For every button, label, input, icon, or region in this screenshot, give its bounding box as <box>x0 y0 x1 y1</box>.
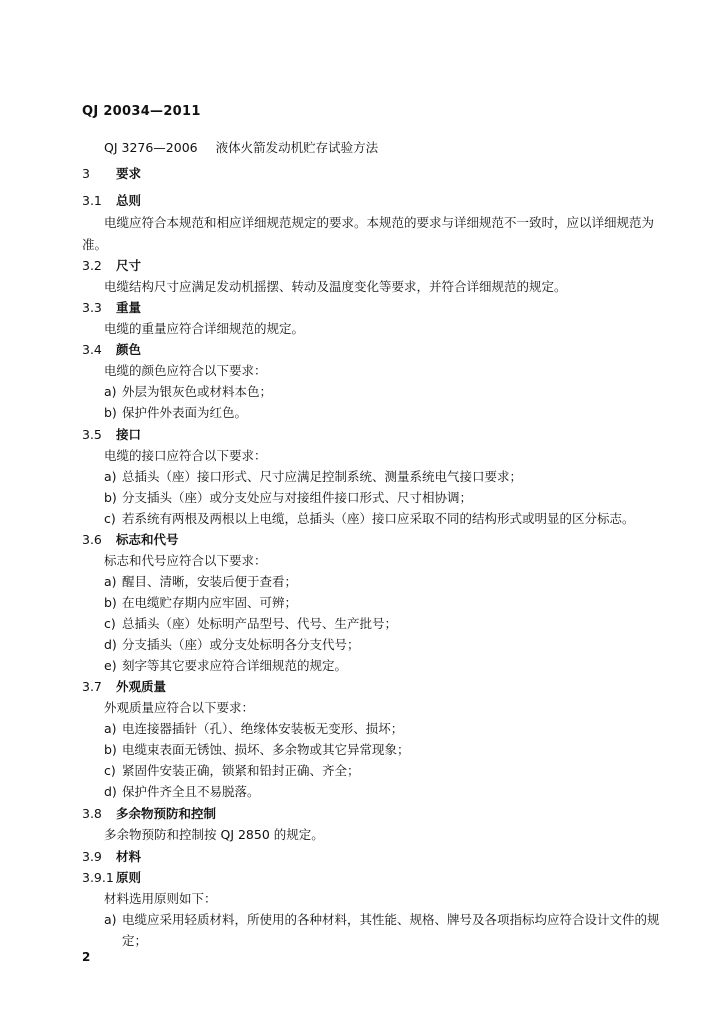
list-item-text: 分支插头（座）或分支处标明各分支代号； <box>122 637 360 652</box>
list-item <box>104 719 403 737</box>
list-item <box>104 488 472 506</box>
list-marker: b) <box>104 595 117 610</box>
section-title: 材料 <box>116 849 142 864</box>
list-item-text: 总插头（座）处标明产品型号、代号、生产批号； <box>122 616 398 631</box>
section-3-5-intro: 电缆的接口应符合以下要求： <box>104 448 267 463</box>
list-item-text: 电连接器插针（孔）、绝缘体安装板无变形、损坏； <box>122 721 404 736</box>
section-3-6-heading <box>82 530 179 548</box>
section-title: 总则 <box>116 193 142 208</box>
section-number: 3 <box>82 166 90 181</box>
list-item <box>104 614 397 632</box>
list-item <box>104 382 272 400</box>
section-title: 重量 <box>116 300 142 315</box>
list-marker: c) <box>104 511 116 526</box>
list-marker: c) <box>104 763 116 778</box>
list-item <box>104 467 522 485</box>
list-item-text: 在电缆贮存期内应牢固、可辨； <box>122 595 298 610</box>
section-3-2-text: 电缆结构尺寸应满足发动机摇摆、转动及温度变化等要求，并符合详细规范的规定。 <box>104 279 567 294</box>
list-item <box>104 635 360 653</box>
section-3-5-heading <box>82 425 141 443</box>
list-item <box>104 509 635 527</box>
list-marker: e) <box>104 658 117 673</box>
section-number: 3.6 <box>82 532 102 547</box>
section-3-9-heading <box>82 847 141 865</box>
list-item-text: 电缆应采用轻质材料，所使用的各种材料，其性能、规格、牌号及各项指标均应符合设计文件的规 <box>122 912 660 927</box>
standard-code-header: QJ 20034—2011 <box>82 104 201 119</box>
section-title: 接口 <box>116 427 142 442</box>
list-item-text: 若系统有两根及两根以上电缆，总插头（座）接口应采取不同的结构形式或明显的区分标志。 <box>122 511 635 526</box>
list-item <box>104 572 297 590</box>
list-item-text: 保护件外表面为红色。 <box>122 405 248 420</box>
list-marker: a) <box>104 721 117 736</box>
list-marker: b) <box>104 490 117 505</box>
list-item <box>104 403 247 421</box>
section-title: 尺寸 <box>116 258 142 273</box>
section-3-7-heading <box>82 677 166 695</box>
section-title: 外观质量 <box>116 679 167 694</box>
section-title: 多余物预防和控制 <box>116 806 217 821</box>
section-number: 3.4 <box>82 342 102 357</box>
normative-reference <box>104 138 378 156</box>
list-item-text: 醒目、清晰，安装后便于查看； <box>122 574 298 589</box>
list-marker: d) <box>104 784 117 799</box>
section-number: 3.5 <box>82 427 102 442</box>
section-3-1-heading <box>82 191 141 209</box>
list-item-text: 刻字等其它要求应符合详细规范的规定。 <box>122 658 348 673</box>
section-number: 3.3 <box>82 300 102 315</box>
list-marker: c) <box>104 616 116 631</box>
list-item <box>104 740 410 758</box>
list-item <box>104 910 660 928</box>
section-3-8-heading <box>82 804 216 822</box>
section-3-9-1-intro: 材料选用原则如下： <box>104 891 217 906</box>
section-title: 标志和代号 <box>116 532 179 547</box>
section-number: 3.7 <box>82 679 102 694</box>
section-3-6-intro: 标志和代号应符合以下要求： <box>104 553 267 568</box>
list-marker: a) <box>104 384 117 399</box>
section-3-heading <box>82 164 141 182</box>
reference-code: QJ 3276—2006 <box>104 140 198 155</box>
section-3-4-heading <box>82 340 141 358</box>
list-marker: d) <box>104 637 117 652</box>
list-marker: a) <box>104 574 117 589</box>
list-marker: a) <box>104 912 117 927</box>
section-number: 3.1 <box>82 193 102 208</box>
list-item-text: 保护件齐全且不易脱落。 <box>122 784 260 799</box>
section-number: 3.8 <box>82 806 102 821</box>
list-marker: a) <box>104 469 117 484</box>
list-marker: b) <box>104 405 117 420</box>
section-title: 颜色 <box>116 342 142 357</box>
section-3-8-text: 多余物预防和控制按 QJ 2850 的规定。 <box>104 827 324 842</box>
section-number: 3.9 <box>82 849 102 864</box>
list-item-text: 分支插头（座）或分支处应与对接组件接口形式、尺寸相协调； <box>122 490 473 505</box>
section-3-1-text-line-2: 准。 <box>82 237 108 252</box>
section-3-2-heading <box>82 256 141 274</box>
section-number: 3.9.1 <box>82 870 114 885</box>
section-3-9-1-heading <box>82 868 141 886</box>
section-3-3-text: 电缆的重量应符合详细规范的规定。 <box>104 321 305 336</box>
list-item-text: 总插头（座）接口形式、尺寸应满足控制系统、测量系统电气接口要求； <box>122 469 523 484</box>
section-3-3-heading <box>82 298 141 316</box>
section-title: 要求 <box>116 166 142 181</box>
section-title: 原则 <box>116 870 142 885</box>
section-3-1-text-line-1: 电缆应符合本规范和相应详细规范规定的要求。本规范的要求与详细规范不一致时，应以详细规范为 <box>104 215 655 230</box>
section-number: 3.2 <box>82 258 102 273</box>
list-marker: b) <box>104 742 117 757</box>
page-number: 2 <box>82 950 91 964</box>
list-item-text: 电缆束表面无锈蚀、损坏、多余物或其它异常现象； <box>122 742 410 757</box>
list-item <box>104 782 260 800</box>
list-item-text: 紧固件安装正确，锁紧和铅封正确、齐全； <box>122 763 360 778</box>
list-item-text: 外层为银灰色或材料本色； <box>122 384 273 399</box>
section-3-4-intro: 电缆的颜色应符合以下要求： <box>104 363 267 378</box>
list-item <box>104 656 347 674</box>
reference-title: 液体火箭发动机贮存试验方法 <box>215 140 379 155</box>
section-3-7-intro: 外观质量应符合以下要求： <box>104 700 255 715</box>
list-item <box>104 593 297 611</box>
list-item <box>104 761 360 779</box>
list-item-continuation: 定； <box>122 933 148 948</box>
